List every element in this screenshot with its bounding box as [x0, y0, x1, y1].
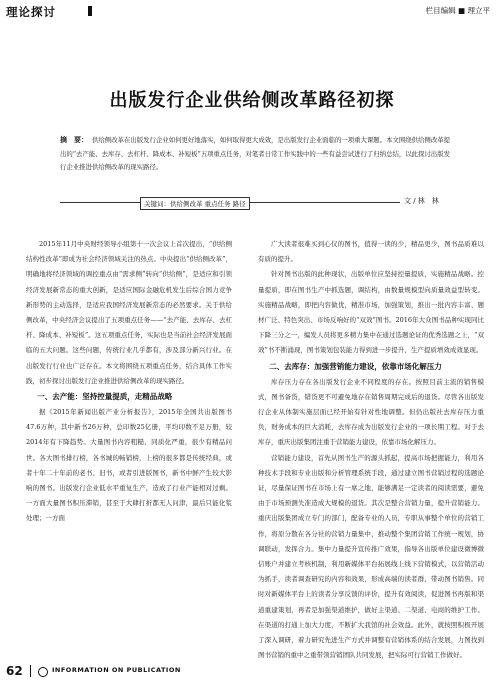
paragraph: 营销能力建设，首先从图书生产的源头抓起，提高市场把握能力，利用各种技术手段和专业出版和分析管理系统手段，通过建立图书营销过程的选题论证，尽量保证图书在市场上有一席之地，能够满足一定读者的阅读需要，避免由于市场预测失准造成大规模的退货。其次是整合营销力量，提升营销能力。重庆出版集团成立专门的部门，配备专业的人员，专职从事整个单位的营销工作，将原分散在各分社的营销力量集中，推动整个集团营销工作统一规划，协调联动，发挥合力。集中力量提升宣传推广效果，指导各出版单位建设微博微信账户并建立考核机制，利用新媒体平台拓展线上线下营销模式，以营销活动为抓手，读者调查研究的内容和效果，形成高端的读者群，带动图书销售。同时对新媒体平台上的读者分享反馈的评价，提升有效阅读，促进图书再版和渠道重建策划，再者是加强渠道维护，做好主渠道、二渠道、电商的维护工作。在渠道的打通上加大力度，不断扩大我馆的社会效益。此外，就按照积极开展了深入调研，着力研究先进生产方式并调整有营销体系的结合发展，力图找到图书营销的重中之重带领营销团队共同发展，把实际可行营销工作做好。: [258, 453, 484, 660]
column-editor-label: 栏目编辑 ■ 理立平: [425, 6, 490, 15]
publication-name: INFORMATION ON PUBLICATION: [52, 666, 181, 674]
section-heading: 二、去库存：加强营销能力建设，依靠市场化解压力: [269, 361, 442, 371]
section-marker: [88, 6, 92, 16]
abstract-label: 摘 要：: [60, 136, 89, 144]
page-number: 62: [6, 664, 23, 678]
abstract-text: 供给侧改革在出版发行企业如何更好地落实，如何取得更大成效，是出版发行企业面临的一项重大课题。本文围绕供给侧改革提出的“去产能、去库存、去杠杆、降成本、补短板”五项重点任务，对笔者日常工作实践中的一些有益尝试进行了归纳总结，以此探讨出版发行企业推进供给侧改革的现实路径。: [60, 136, 451, 171]
body-column-left: [26, 237, 232, 527]
keywords-text: 供给侧改革 重点任务 路径: [170, 200, 246, 208]
paragraph: 2015年11月中央财经领导小组第十一次会议上首次提出，“供给侧结构性改革”即成为社会经济领域关注的热点。中央提出“供给侧改革”，明确地将经济领域的调控重点由“需求侧”转向“供给侧”，是适应和引领经济发展新常态的重大创新，是适应国际金融危机发生后综合国力竞争新形势的主动选择，是适应我国经济发展新常态的必然要求。关于供给侧改革，中央经济会议提出了五项重点任务——“去产能、去库存、去杠杆、降成本、补短板”。这五项重点任务，实际也是当前社会经济发展面临的五大问题。这些问题，传统行业几乎都有，涉及部分新兴行业。在出版发行行业也广泛存在。本文将围绕五项重点任务，结合具体工作实践，初步探讨出版发行企业推进供给侧改革的现实路径。: [26, 240, 232, 385]
publication-logo-icon: [38, 667, 48, 677]
body-column-right: [258, 237, 484, 663]
keywords-box: [140, 197, 250, 210]
section-label: 理论探讨: [6, 5, 56, 19]
abstract: [60, 134, 450, 175]
footer-divider: [30, 665, 31, 677]
paragraph: 据《2015年新闻出版产业分析报告》，2015年全国共出版图书47.6万种，其中新书26万种，总印数25亿册，平均印数不足万册，较2014年有下降趋势。大量图书内容粗糙、同质化严重，很少有精品问世。各大图书排行榜，各书城的畅销榜，上榜的很多都是传统经典，或者十年二十年前的老书、旧书，或者引进版图书，新书中鲜产生较大影响的图书。出版发行企业低水平重复生产，造成了行业产能相对过剩。一方面大量图书积压滞销，甚至于大肆打折都无人问津，最后只能化浆处理；一方面: [26, 408, 232, 523]
paragraph: 针对图书出版的此种现状，出版单位应坚持控量提质，实施精品战略。控量提质，即在图书生产中抓选题，调结构，由数量规模型向质量效益型转变。实施精品战略，即把内容做优，精准市场，加强策划，推出一批内容丰富、题材广泛、特色突出、市场反响好的“双效”图书。2016年大众图书品种实现同比下降三分之一，编发人员将更多精力集中在通过选题论证的优秀选题之上，“双效”书不断涌现，图书策划包装能力得到进一步提升，生产提质增效成效显现。: [258, 270, 484, 355]
paragraph: 广大读者很难买到心仪的图书，值得一读的少，精品更少，图书品质难以有质的提升。: [258, 240, 484, 264]
section-heading: 一、去产能：坚持控量提质，走精品战略: [37, 392, 173, 402]
article-title: 出版发行企业供给侧改革路径初探: [109, 90, 395, 111]
author-byline: 文 / 林 林: [404, 197, 439, 205]
keywords-label: 关键词：: [144, 200, 170, 208]
paragraph: 库存压力存在各出版发行企业不同程度的存在。按照目前主流的销售模式，图书备货，错货更不可避免地存在销售周期完成后的退货。尽管各出版发行企业从体制实施层面已经开始有针对性地调整。但仍出版社去库存压力重负，财务成本的巨大消耗，去库存成为出版发行企业的一项长期工程。对于去库存，重庆出版集团注重于营销能力建设，依靠市场化解压力。: [258, 377, 484, 447]
